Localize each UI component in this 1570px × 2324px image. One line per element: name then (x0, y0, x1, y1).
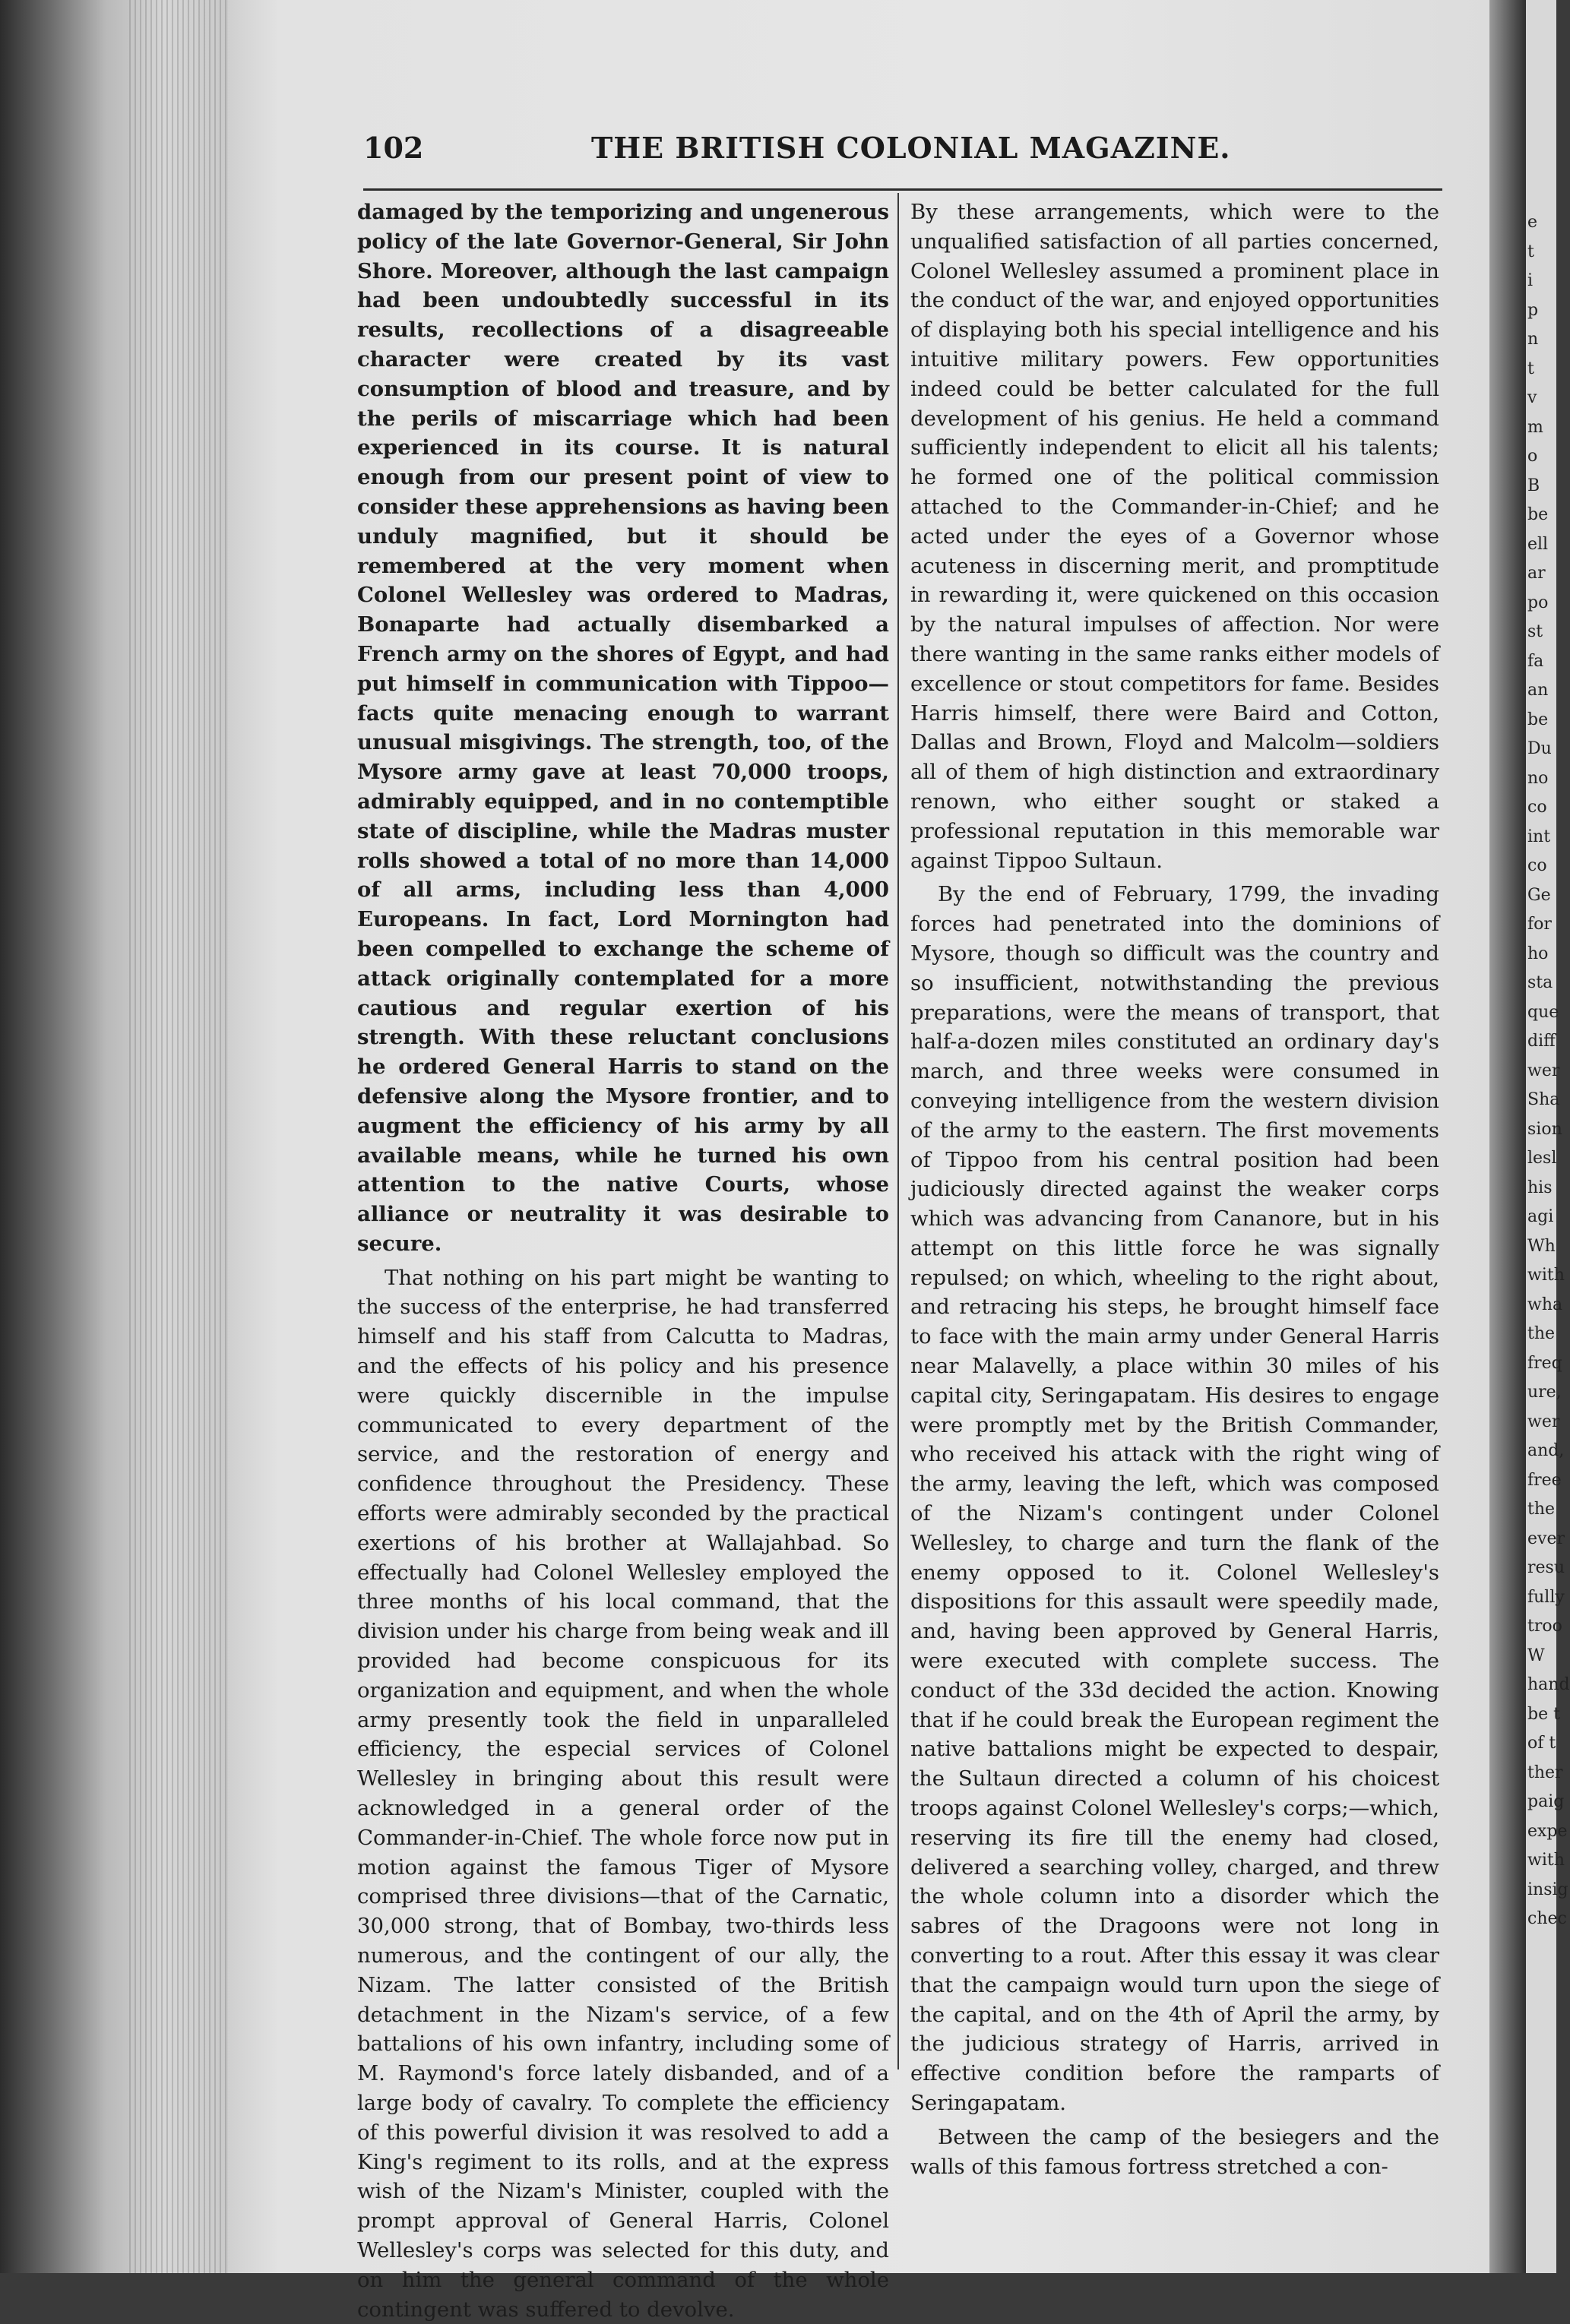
adjacent-page-fragment: be (1527, 505, 1549, 524)
adjacent-page-fragment: o (1527, 447, 1538, 466)
paragraph: damaged by the temporizing and ungenerous policy of the late Governor-General, Sir John Shore. Moreover, although the last campaign had been undoubtedly successful in its results, recollections of a disagreeable character were created by its vast consumption of blood and treasure, and by the perils of miscarriage which had been experienced in its course. It is natural enough from our present point of view to consider these apprehensions as having been unduly magnified, but it should be remembered at the very moment when Colonel Wellesley was ordered to Madras, Bonaparte had actually disembarked a French army on the shores of Egypt, and had put himself in communication with Tippoo—facts quite menacing enough to warrant unusual misgivings. The strength, too, of the Mysore army gave at least 70,000 troops, admirably equipped, and in no contemptible state of discipline, while the Madras muster rolls showed a total of no more than 14,000 of all arms, including less than 4,000 Europeans. In fact, Lord Mornington had been compelled to exchange the scheme of attack originally contemplated for a more cautious and regular exertion of his strength. With these reluctant conclusions he ordered General Harris to stand on the defensive along the Mysore frontier, and to augment the efficiency of his army by all available means, while he turned his own attention to the native Courts, whose alliance or neutrality it was desirable to secure. (357, 200, 889, 1256)
adjacent-page-fragment: ho (1527, 944, 1549, 963)
adjacent-page-fragment: Sha (1527, 1090, 1560, 1109)
adjacent-page-fragment: be t (1527, 1704, 1560, 1724)
left-column (357, 198, 889, 2324)
adjacent-page-fragment: wha (1527, 1295, 1563, 1314)
adjacent-page-fragment: ar (1527, 564, 1546, 583)
adjacent-page-fragment: resu (1527, 1558, 1565, 1577)
adjacent-page-fragment: no (1527, 768, 1549, 788)
adjacent-page-fragment: hand (1527, 1675, 1570, 1694)
adjacent-page-fragment: and, (1527, 1441, 1565, 1460)
paragraph: Between the camp of the besiegers and the walls of this famous fortress stretched a con- (910, 2124, 1439, 2179)
adjacent-page-fragment: lesl (1527, 1149, 1557, 1168)
adjacent-page-fragment: agi (1527, 1207, 1554, 1226)
adjacent-page-fragment: i (1527, 271, 1534, 290)
adjacent-page-fragment: st (1527, 622, 1543, 641)
adjacent-page-fragment: fa (1527, 651, 1544, 671)
adjacent-page-fragment: for (1527, 915, 1552, 934)
header-rule (363, 188, 1442, 191)
adjacent-page-fragment: be (1527, 710, 1549, 729)
running-title: THE BRITISH COLONIAL MAGAZINE. (591, 131, 1231, 165)
adjacent-page-fragment: the (1527, 1500, 1556, 1519)
page-number: 102 (363, 131, 424, 165)
adjacent-page-fragment: ell (1527, 534, 1549, 554)
adjacent-page-fragment: with (1527, 1266, 1565, 1285)
paragraph: By these arrangements, which were to the unqualified satisfaction of all parties concerned, Colonel Wellesley assumed a prominent place in the conduct of the war, and enjoyed opportunities of displaying both his special intelligence and his intuitive military powers. Few opportunities indeed could be better calculated for the full development of his genius. He held a command sufficiently independent to elicit all his talents; he formed one of the political commission attached to the Commander-in-Chief; and he acted under the eyes of a Governor whose acuteness in discerning merit, and promptitude in rewarding it, were quickened on this occasion by the natural impulses of affection. Nor were there wanting in the same ranks either models of excellence or stout competitors for fame. Besides Harris himself, there were Baird and Cotton, Dallas and Brown, Floyd and Malcolm—soldiers all of them of high distinction and extraordinary renown, who either sought or staked a professional reputation in this memorable war against Tippoo Sultaun. (910, 200, 1439, 873)
adjacent-page-fragment: chec (1527, 1909, 1567, 1928)
adjacent-page-fragment: diff (1527, 1032, 1556, 1051)
adjacent-page-fragment: of t (1527, 1734, 1556, 1753)
adjacent-page-fragment: wer (1527, 1061, 1560, 1080)
adjacent-page-fragment: m (1527, 417, 1543, 437)
column-divider (897, 193, 899, 2069)
adjacent-page-fragment: wer (1527, 1412, 1560, 1431)
adjacent-page-strip (1526, 0, 1570, 2273)
adjacent-page-fragment: e (1527, 213, 1538, 232)
adjacent-page-fragment: paig (1527, 1792, 1565, 1811)
adjacent-page-fragment: Ge (1527, 885, 1551, 905)
adjacent-page-fragment: Du (1527, 739, 1552, 758)
adjacent-page-fragment: ure, (1527, 1383, 1562, 1402)
adjacent-page-fragment: ther (1527, 1763, 1563, 1782)
right-column (910, 198, 1439, 2181)
adjacent-page-fragment: his (1527, 1178, 1553, 1197)
paragraph: By the end of February, 1799, the invading forces had penetrated into the dominions of Mysore, though so difficult was the country and so insufficient, notwithstanding the previous preparations, were the means of transport, that half-a-dozen miles constituted an ordinary day's march, and three weeks were consumed in conveying intelligence from the western division of the army to the eastern. The first movements of Tippoo from his central position had been judiciously directed against the weaker corps which was advancing from Cananore, but in his attempt on this little force he was signally repulsed; on which, wheeling to the right about, and retracing his steps, he brought himself face to face with the main army under General Harris near Malavelly, a place within 30 miles of his capital city, Seringapatam. His desires to engage were promptly met by the British Commander, who received his attack with the right wing of the army, leaving the left, which was composed of the Nizam's contingent under Colonel Wellesley, to charge and turn the flank of the enemy opposed to it. Colonel Wellesley's dispositions for this assault were speedily made, and, having been approved by General Harris, were executed with complete success. The conduct of the 33d decided the action. Knowing that if he could break the European regiment the native battalions might be expected to despair, the Sultaun directed a column of his choicest troops against Colonel Wellesley's corps;—which, reserving its fire till the enemy had closed, delivered a searching volley, charged, and threw the whole column into a disorder which the sabres of the Dragoons were not long in converting to a rout. After this essay it was clear that the campaign would turn upon the siege of the capital, and on the 4th of April the army, by the judicious strategy of Harris, arrived in effective condition before the ramparts of Seringapatam. (910, 882, 1439, 2115)
adjacent-page-fragment: with (1527, 1851, 1565, 1870)
adjacent-page-fragment: co (1527, 798, 1547, 817)
adjacent-page-fragment: n (1527, 330, 1539, 349)
page-stack-lines (129, 0, 236, 2273)
adjacent-page-fragment: the (1527, 1324, 1556, 1343)
adjacent-page-fragment: troo (1527, 1617, 1562, 1636)
adjacent-page-fragment: insig (1527, 1880, 1568, 1899)
adjacent-page-fragment: sion (1527, 1119, 1562, 1139)
adjacent-page-fragment: fully (1527, 1587, 1565, 1607)
adjacent-page-fragment: t (1527, 359, 1534, 378)
adjacent-page-fragment: p (1527, 300, 1539, 320)
adjacent-page-fragment: Wh (1527, 1236, 1556, 1256)
gutter-shadow (1489, 0, 1527, 2273)
adjacent-page-fragment: sta (1527, 973, 1553, 992)
paragraph: That nothing on his part might be wanting to the success of the enterprise, he had transferred himself and his staff from Calcutta to Madras, and the effects of his policy and his presence were quickly discernible in the impulse communicated to every department of the service, and the restoration of energy and confidence throughout the Presidency. These efforts were admirably seconded by the practical exertions of his brother at Wallajahbad. So effectually had Colonel Wellesley employed the three months of his local command, that the division under his charge from being weak and ill provided had become conspicuous for its organization and equipment, and when the whole army presently took the field in unparalleled efficiency, the especial services of Colonel Wellesley in bringing about this result were acknowledged in a general order of the Commander-in-Chief. The whole force now put in motion against the famous Tiger of Mysore comprised three divisions—that of the Carnatic, 30,000 strong, that of Bombay, two-thirds less numerous, and the contingent of our ally, the Nizam. The latter consisted of the British detachment in the Nizam's service, of a few battalions of his own infantry, including some of M. Raymond's force lately disbanded, and of a large body of cavalry. To complete the efficiency of this powerful division it was resolved to add a King's regiment to its rolls, and at the express wish of the Nizam's Minister, coupled with the prompt approval of General Harris, Colonel Wellesley's corps was selected for this duty, and on him the general command of the whole contingent was suffered to devolve. (357, 1265, 889, 2322)
adjacent-page-fragment: ever (1527, 1529, 1565, 1548)
adjacent-page-fragment: co (1527, 856, 1547, 875)
adjacent-page-fragment: t (1527, 242, 1534, 261)
adjacent-page-fragment: B (1527, 476, 1540, 495)
adjacent-page-fragment: freq (1527, 1353, 1562, 1373)
adjacent-page-fragment: free (1527, 1470, 1562, 1490)
adjacent-page-fragment: v (1527, 388, 1537, 407)
adjacent-page-fragment: po (1527, 593, 1549, 612)
adjacent-page-fragment: int (1527, 827, 1551, 846)
adjacent-page-fragment: W (1527, 1646, 1545, 1665)
adjacent-page-fragment: expe (1527, 1821, 1568, 1841)
adjacent-page-fragment: an (1527, 681, 1549, 700)
running-header (363, 131, 1442, 173)
adjacent-page-fragment: que (1527, 1002, 1559, 1022)
